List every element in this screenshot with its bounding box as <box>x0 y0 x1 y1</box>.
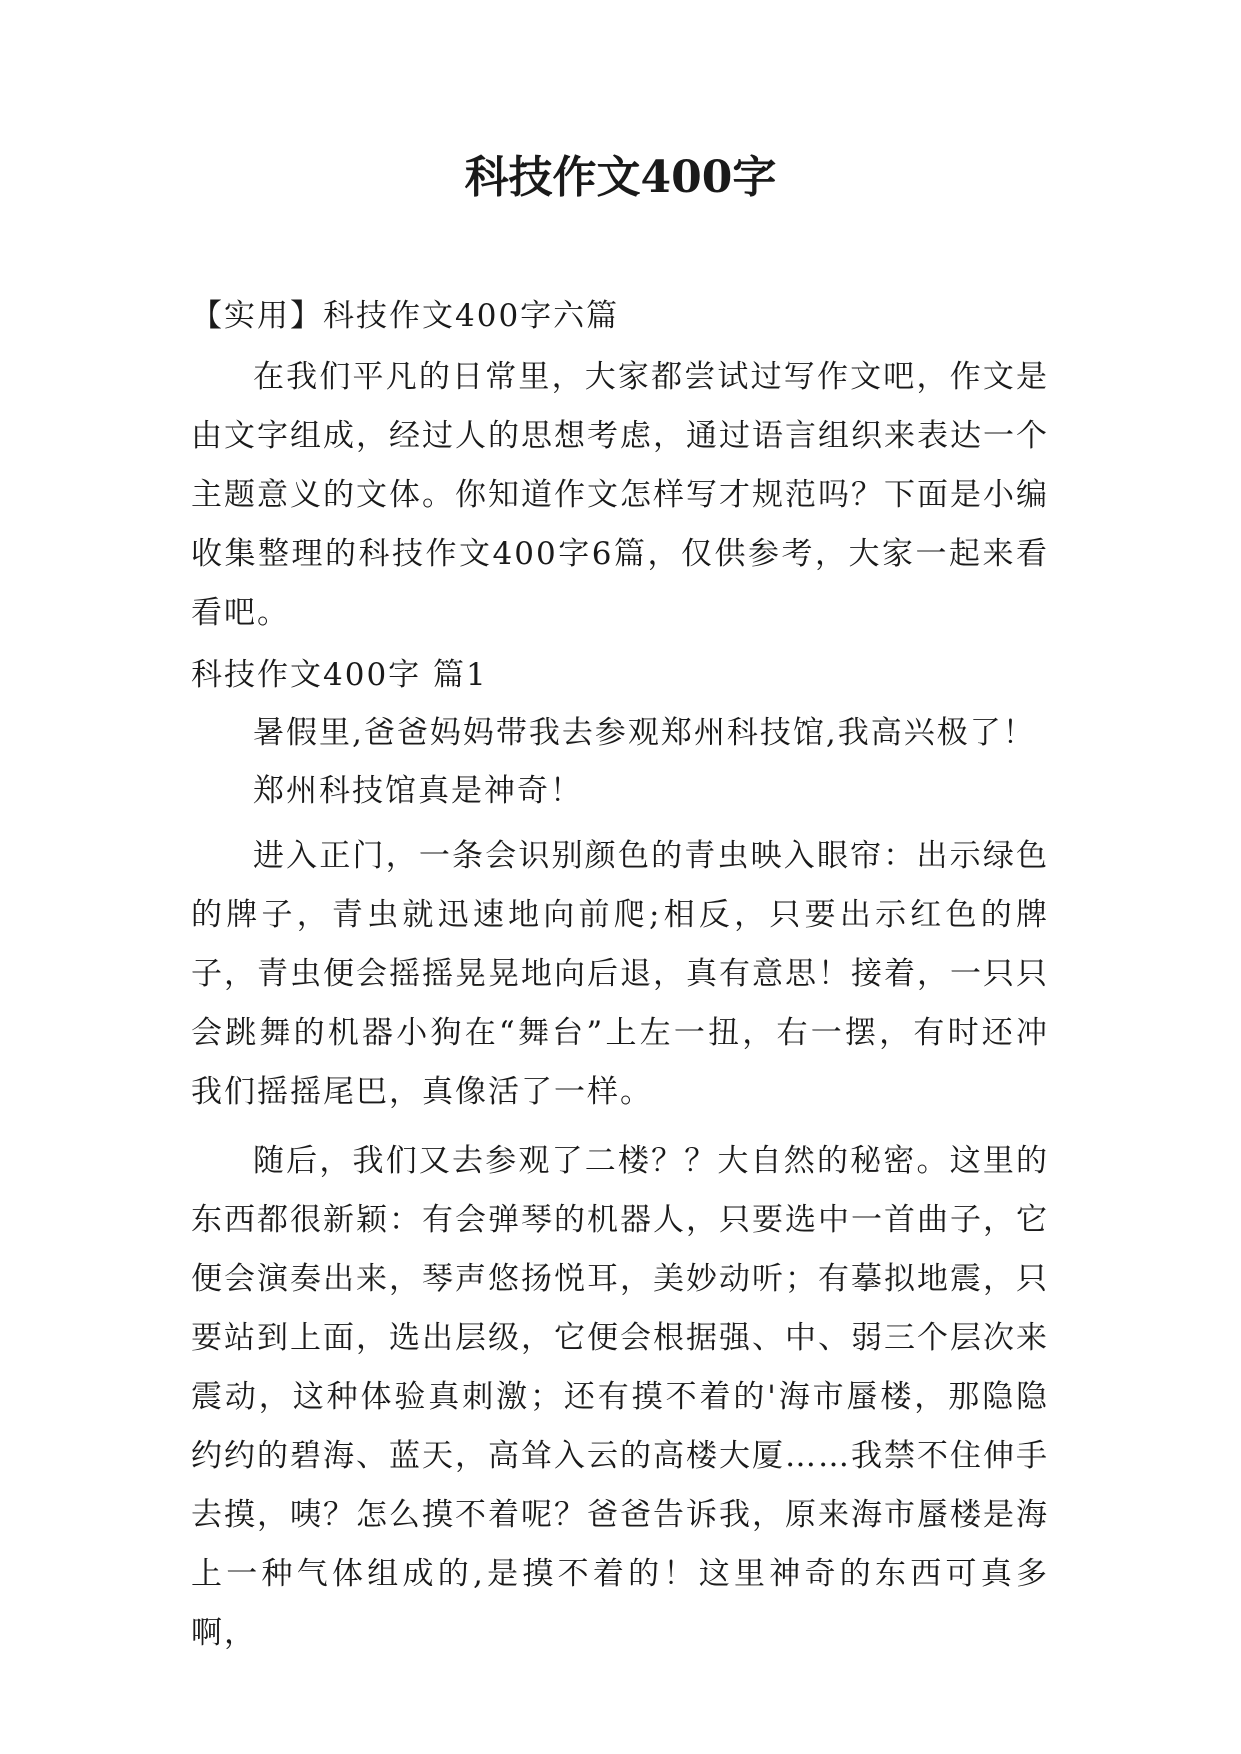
section-heading: 科技作文400字 篇1 <box>191 657 488 693</box>
document-title: 科技作文400字 <box>464 152 777 203</box>
document-body <box>191 290 1049 1663</box>
document-subtitle: 【实用】科技作文400字六篇 <box>191 298 620 334</box>
body-paragraph: 进入正门，一条会识别颜色的青虫映入眼帘：出示绿色的牌子，青虫就迅速地向前爬;相反，只要出示红色的牌子，青虫便会摇摇晃晃地向后退，真有意思！接着，一只只会跳舞的机器小狗在“舞台”上左一扭，右一摆，有时还冲我们摇摇尾巴，真像活了一样。 <box>191 838 1049 1110</box>
body-paragraph: 随后，我们又去参观了二楼？？大自然的秘密。这里的东西都很新颖：有会弹琴的机器人，只要选中一首曲子，它便会演奏出来，琴声悠扬悦耳，美妙动听；有摹拟地震，只要站到上面，选出层级，它便会根据强、中、弱三个层次来震动，这种体验真刺激；还有摸不着的'海市蜃楼，那隐隐约约的碧海、蓝天，高耸入云的高楼大厦……我禁不住伸手去摸，咦？怎么摸不着呢？爸爸告诉我，原来海市蜃楼是海上一种气体组成的,是摸不着的！这里神奇的东西可真多啊， <box>191 1143 1049 1651</box>
intro-paragraph: 在我们平凡的日常里，大家都尝试过写作文吧，作文是由文字组成，经过人的思想考虑，通过语言组织来表达一个主题意义的文体。你知道作文怎样写才规范吗？下面是小编收集整理的科技作文400字6篇，仅供参考，大家一起来看看吧。 <box>191 359 1049 631</box>
body-paragraph: 暑假里,爸爸妈妈带我去参观郑州科技馆,我高兴极了！ <box>253 715 1036 751</box>
body-paragraph: 郑州科技馆真是神奇！ <box>253 773 583 809</box>
